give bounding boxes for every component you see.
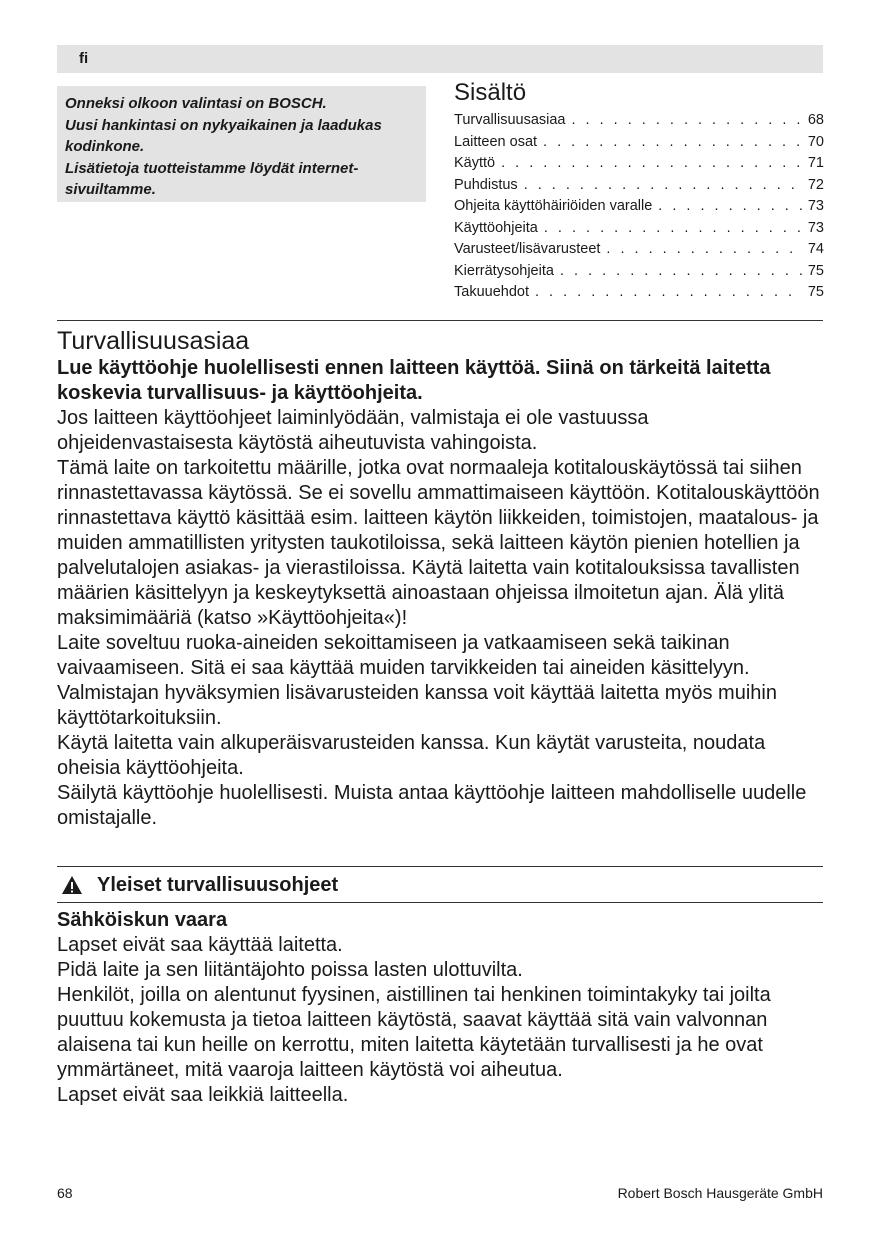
general-safety-title: Yleiset turvallisuusohjeet xyxy=(97,873,339,896)
toc-item-page: 68 xyxy=(807,112,824,128)
section-divider xyxy=(57,866,823,867)
danger-paragraph: Pidä laite ja sen liitäntäjohto poissa lasten ulottuvilta. xyxy=(57,959,523,981)
toc-item[interactable] xyxy=(454,282,824,304)
language-code: fi xyxy=(79,50,89,67)
danger-paragraph: Lapset eivät saa leikkiä laitteella. xyxy=(57,1084,349,1106)
company-name: Robert Bosch Hausgeräte GmbH xyxy=(617,1185,823,1201)
section-title: Turvallisuusasiaa xyxy=(57,327,250,355)
danger-paragraph: Henkilöt, joilla on alentunut fyysinen, aistillinen tai henkinen toimintakyky tai joilta puuttuu kokemusta ja tietoa laitteen käytöstä, saavat käyttää sitä vain valvonnan alaisena tai kun heille on kerrottu, miten laitetta käytetään turvallisesti ja he ovat ymmärtäneet, mitä vaaroja laitteen käytöstä voi aiheutua. xyxy=(57,984,771,1081)
toc-item[interactable] xyxy=(454,261,824,283)
intro-line: Lisätietoja tuotteistamme löydät internet-sivuiltamme. xyxy=(65,159,359,198)
toc-dot-leader xyxy=(606,239,801,261)
toc-dot-leader xyxy=(571,110,801,132)
toc-item-page: 73 xyxy=(807,198,824,214)
toc-item[interactable] xyxy=(454,196,824,218)
safety-paragraph: Laite soveltuu ruoka-aineiden sekoittamiseen ja vatkaamiseen sekä taikinan vaivaamiseen. Sitä ei saa käyttää muiden tarvikkeiden tai aineiden käsittelyyn. Valmistajan hyväksymien lisävarusteiden kanssa voit käyttää laitetta myös muihin käyttötarkoituksiin. xyxy=(57,632,777,729)
toc-item-page: 75 xyxy=(807,284,824,300)
intro-line: Uusi hankintasi on nykyaikainen ja laadukas kodinkone. xyxy=(65,116,382,155)
toc-item[interactable] xyxy=(454,239,824,261)
toc-item[interactable] xyxy=(454,110,824,132)
danger-paragraph: Lapset eivät saa käyttää laitetta. xyxy=(57,934,343,956)
danger-title: Sähköiskun vaara xyxy=(57,909,228,931)
toc-item-label: Ohjeita käyttöhäiriöiden varalle xyxy=(454,198,653,214)
toc-item-label: Puhdistus xyxy=(454,176,518,193)
toc-item-label: Käyttöohjeita xyxy=(454,219,538,236)
toc-title: Sisältö xyxy=(454,79,527,106)
toc-item[interactable] xyxy=(454,175,824,197)
toc-item-page: 72 xyxy=(807,176,824,193)
toc-dot-leader xyxy=(658,196,802,218)
toc-item-page: 73 xyxy=(807,219,824,236)
toc-item-page: 75 xyxy=(807,262,824,279)
warning-triangle-icon xyxy=(61,875,83,895)
general-safety-heading xyxy=(57,869,823,901)
toc-item-label: Laitteen osat xyxy=(454,133,538,150)
toc-item-page: 74 xyxy=(807,241,824,257)
safety-paragraph: Tämä laite on tarkoitettu määrille, jotka ovat normaaleja kotitalouskäytössä tai siihen rinnastettavassa käytössä. Se ei sovellu ammattimaiseen käyttöön. Kotitalouskäyttöön rinnastettava käyttö käsittää esim. laitteen käytön liikkeiden, toimistojen, maatalous- ja muiden ammatillisten yritysten taukotiloissa, sekä laitteen käytön pienien hotellien ja palvelutalojen asiakas- ja vierastiloissa. Käytä laitetta vain kotitalouksissa tavallisten määrien käsittelyyn ja keskeytyksettä ainoastaan ohjeissa ilmoitetun ajan. Älä ylitä maksimimääriä (katso »Käyttöohjeita«)! xyxy=(57,457,820,629)
intro-box xyxy=(57,86,426,202)
toc-dot-leader xyxy=(524,175,802,197)
table-of-contents xyxy=(454,78,824,304)
electric-shock-section xyxy=(57,907,823,1108)
toc-dot-leader xyxy=(543,132,802,154)
toc-item-label: Takuuehdot xyxy=(454,284,529,300)
toc-dot-leader xyxy=(544,218,802,240)
section-divider xyxy=(57,902,823,903)
safety-lead: Lue käyttöohje huolellisesti ennen laitteen käyttöä. Siinä on tärkeitä laitetta koskevia turvallisuus- ja käyttöohjeita. xyxy=(57,357,771,404)
safety-paragraph: Säilytä käyttöohje huolellisesti. Muista antaa käyttöohje laitteen mahdolliselle uudelle omistajalle. xyxy=(57,782,807,829)
section-divider xyxy=(57,320,823,321)
toc-item-label: Kierrätysohjeita xyxy=(454,262,554,279)
toc-dot-leader xyxy=(535,282,802,304)
toc-item-label: Käyttö xyxy=(454,155,496,171)
safety-paragraph: Jos laitteen käyttöohjeet laiminlyödään, valmistaja ei ole vastuussa ohjeidenvastaisesta käytöstä aiheutuvista vahingoista. xyxy=(57,407,649,454)
safety-section xyxy=(57,326,823,831)
toc-dot-leader xyxy=(560,261,802,283)
intro-line: Onneksi olkoon valintasi on BOSCH. xyxy=(65,95,327,112)
toc-item-page: 71 xyxy=(807,155,824,171)
toc-item-label: Varusteet/lisävarusteet xyxy=(454,241,601,257)
toc-item[interactable] xyxy=(454,218,824,240)
toc-item-label: Turvallisuusasiaa xyxy=(454,112,566,128)
toc-item-page: 70 xyxy=(807,133,824,150)
toc-item[interactable] xyxy=(454,153,824,175)
page-footer xyxy=(57,1185,823,1201)
toc-dot-leader xyxy=(501,153,802,175)
page-number: 68 xyxy=(57,1185,73,1201)
toc-item[interactable] xyxy=(454,132,824,154)
safety-paragraph: Käytä laitetta vain alkuperäisvarusteiden kanssa. Kun käytät varusteita, noudata oheisia käyttöohjeita. xyxy=(57,732,766,779)
language-bar xyxy=(57,45,823,73)
